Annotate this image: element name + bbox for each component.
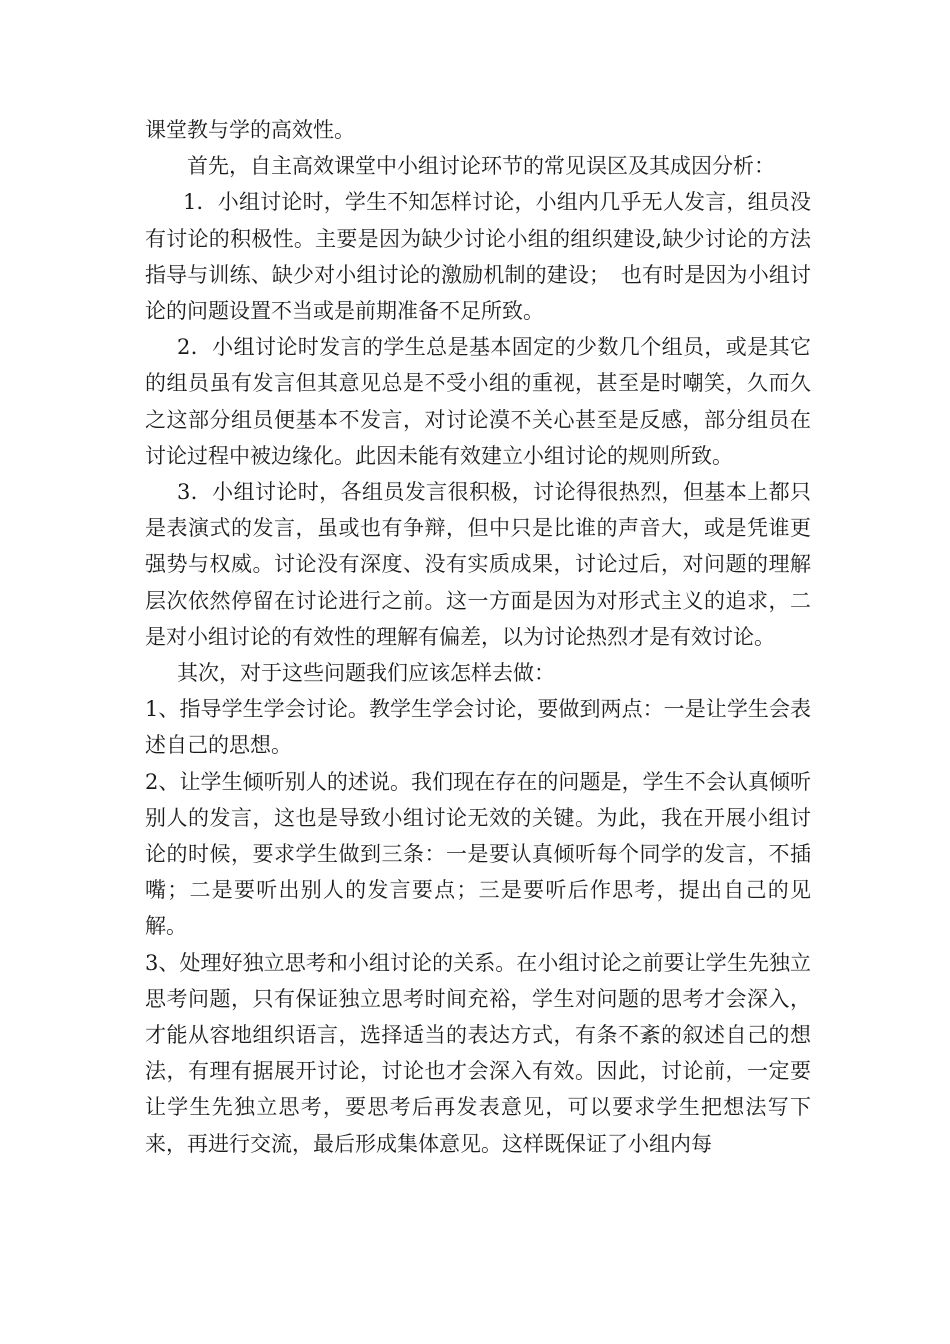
paragraph-second-intro: 其次，对于这些问题我们应该怎样去做： xyxy=(177,661,555,686)
paragraph-first-intro: 首先，自主高效课堂中小组讨论环节的常见误区及其成因分析： xyxy=(187,154,775,179)
paragraph-solution-2: 2、让学生倾听别人的述说。我们现在存在的问题是，学生不会认真倾听别人的发言，这也是导致小组讨论无效的关键。为此，我在开展小组讨论的时候，要求学生做到三条：一是要认真倾听每个同学的发言，不插嘴；二是要听出别人的发言要点；三是要听后作思考，提出自己的见解。 xyxy=(145,769,811,939)
document-body xyxy=(145,112,811,1162)
paragraph-misconception-3: 3．小组讨论时，各组员发言很积极，讨论得很热烈，但基本上都只是表演式的发言，虽或也有争辩，但中只是比谁的声音大，或是凭谁更强势与权威。讨论没有深度、没有实质成果，讨论过后，对问题的理解层次依然停留在讨论进行之前。这一方面是因为对形式主义的追求，二是对小组讨论的有效性的理解有偏差，以为讨论热烈才是有效讨论。 xyxy=(145,480,811,649)
paragraph-solution-3: 3、处理好独立思考和小组讨论的关系。在小组讨论之前要让学生先独立思考问题，只有保证独立思考时间充裕，学生对问题的思考才会深入，才能从容地组织语言，选择适当的表达方式，有条不紊的叙述自己的想法，有理有据展开讨论，讨论也才会深入有效。因此，讨论前，一定要让学生先独立思考，要思考后再发表意见，可以要求学生把想法写下来，再进行交流，最后形成集体意见。这样既保证了小组内每 xyxy=(145,950,811,1156)
paragraph-solution-1: 1、指导学生学会讨论。教学生学会讨论，要做到两点：一是让学生会表述自己的思想。 xyxy=(145,697,811,758)
paragraph-misconception-1: 1．小组讨论时，学生不知怎样讨论，小组内几乎无人发言，组员没有讨论的积极性。主要是因为缺少讨论小组的组织建设,缺少讨论的方法指导与训练、缺少对小组讨论的激励机制的建设； 也有时是因为小组讨论的问题设置不当或是前期准备不足所致。 xyxy=(145,190,811,324)
paragraph-continuation: 课堂教与学的高效性。 xyxy=(145,118,355,142)
paragraph-misconception-2: 2．小组讨论时发言的学生总是基本固定的少数几个组员，或是其它的组员虽有发言但其意见总是不受小组的重视，甚至是时嘲笑，久而久之这部分组员便基本不发言，对讨论漠不关心甚至是反感，部分组员在讨论过程中被边缘化。此因未能有效建立小组讨论的规则所致。 xyxy=(145,335,811,468)
